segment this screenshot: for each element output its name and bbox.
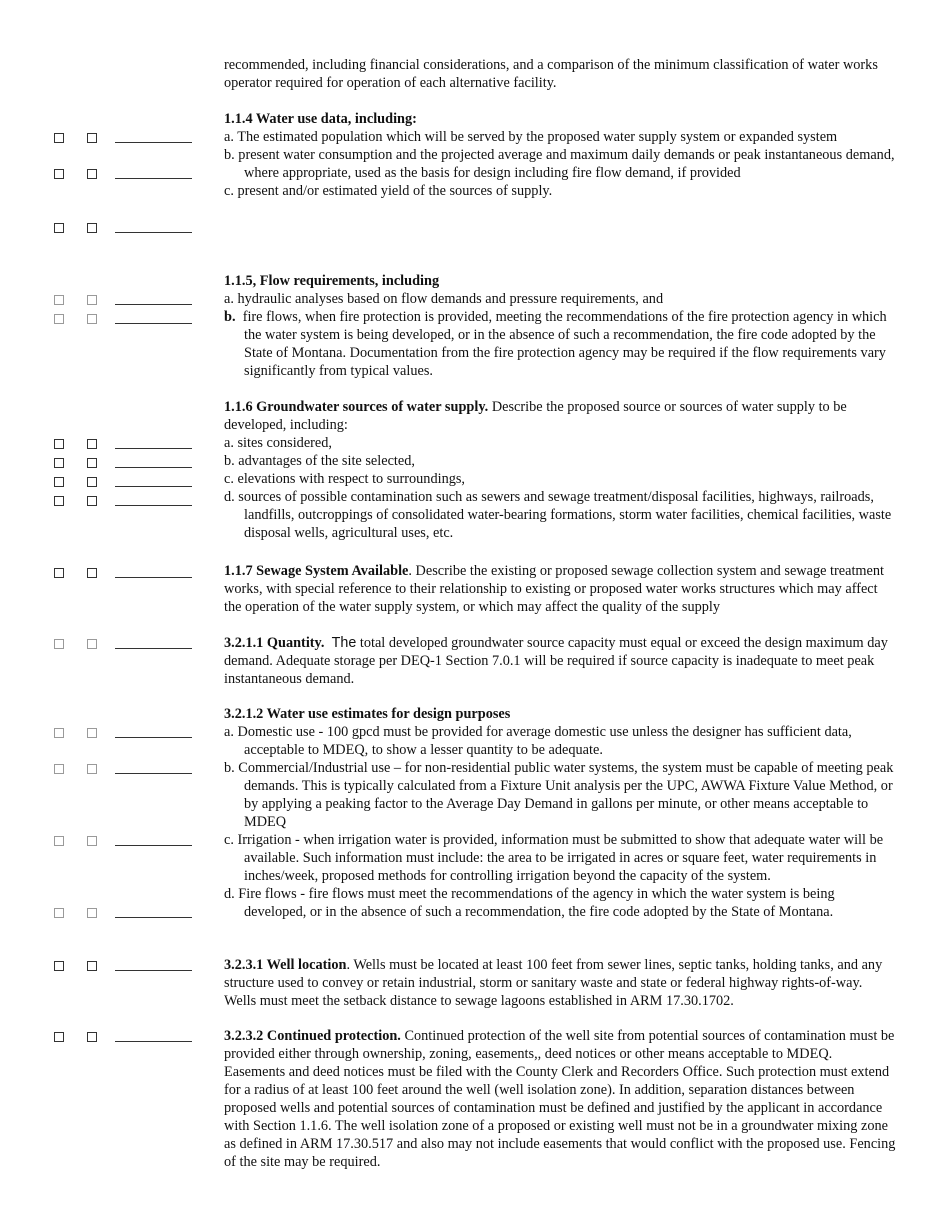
checkbox[interactable] <box>54 295 64 305</box>
checkbox[interactable] <box>87 169 97 179</box>
checkbox[interactable] <box>54 477 64 487</box>
section-heading: 3.2.1.2 Water use estimates for design purposes <box>224 706 511 722</box>
blank-line[interactable] <box>115 648 192 649</box>
list-item: c. elevations with respect to surroundings, <box>224 471 466 487</box>
checkbox[interactable] <box>87 1032 97 1042</box>
section-heading: 1.1.7 Sewage System Available <box>224 563 409 579</box>
checkbox[interactable] <box>87 836 97 846</box>
checkbox[interactable] <box>54 458 64 468</box>
list-item: c. present and/or estimated yield of the sources of supply. <box>224 183 553 199</box>
section-heading: 3.2.3.1 Well location <box>224 957 347 973</box>
blank-line[interactable] <box>115 304 192 305</box>
checkbox[interactable] <box>87 496 97 506</box>
list-item: a. hydraulic analyses based on flow demands and pressure requirements, and <box>224 291 664 307</box>
blank-line[interactable] <box>115 142 192 143</box>
checkbox[interactable] <box>54 223 64 233</box>
blank-line[interactable] <box>115 1041 192 1042</box>
checklist-row <box>54 834 194 848</box>
list-item <box>224 308 896 380</box>
checklist-row <box>54 131 194 145</box>
section-heading: 3.2.3.2 Continued protection. <box>224 1028 401 1044</box>
blank-line[interactable] <box>115 773 192 774</box>
checkbox[interactable] <box>54 314 64 324</box>
checkbox[interactable] <box>87 961 97 971</box>
checkbox[interactable] <box>54 639 64 649</box>
checkbox[interactable] <box>54 1032 64 1042</box>
intro-paragraph: recommended, including financial considerations, and a comparison of the minimum classification of water works operator required for operation of each alternative facility. <box>224 57 878 91</box>
checklist-row <box>54 637 194 651</box>
section-3-2-1-1 <box>224 634 896 688</box>
list-item: c. Irrigation - when irrigation water is provided, information must be submitted to show that adequate water will be available. Such information must include: the area to be irrigated in acres or square feet, water requirements in inches/week, proposed methods for controlling irrigation beyond the capacity of the system. <box>224 832 884 884</box>
blank-line[interactable] <box>115 448 192 449</box>
checkbox[interactable] <box>87 439 97 449</box>
list-item: a. Domestic use - 100 gpcd must be provided for average domestic use unless the designer has sufficient data, acceptable to MDEQ, to show a lesser quantity to be adequate. <box>224 724 852 758</box>
blank-line[interactable] <box>115 323 192 324</box>
section-heading: 3.2.1.1 Quantity. <box>224 635 325 651</box>
checkbox[interactable] <box>54 169 64 179</box>
checkbox[interactable] <box>87 908 97 918</box>
checkbox[interactable] <box>54 496 64 506</box>
section-heading: 1.1.5, Flow requirements, including <box>224 273 440 289</box>
checkbox[interactable] <box>87 295 97 305</box>
section-text: Continued protection of the well site from potential sources of contamination must be provided either through ownership, zoning, easements,, deed notices or other means acceptable to MDEQ. Easements and deed notices must be filed with the County Clerk and Recorders Office. Such protection must extend for a radius of at least 100 feet around the well (well isolation zone). In addition, separation distances between proposed wells and potential sources of contamination must be defined and justified by the applicant in accordance with Section 1.1.6. The well isolation zone of a proposed or existing well must not be in a groundwater mixing zone as defined in ARM 17.30.517 and also may not include easements that would conflict with the proposed use. Fencing of the site may be required. <box>224 1028 896 1170</box>
checkbox[interactable] <box>54 764 64 774</box>
checkbox[interactable] <box>54 133 64 143</box>
checkbox[interactable] <box>87 133 97 143</box>
checkbox[interactable] <box>54 439 64 449</box>
list-item: a. sites considered, <box>224 435 332 451</box>
checklist-row <box>54 293 194 307</box>
checkbox[interactable] <box>54 568 64 578</box>
section-3-2-1-2 <box>224 705 896 921</box>
blank-line[interactable] <box>115 737 192 738</box>
section-text: total developed groundwater source capacity must equal or exceed the design maximum day demand. Adequate storage per DEQ-1 Section 7.0.1 will be required if source capacity is inadequate to meet peak instantaneous demand. <box>224 635 888 687</box>
checklist-row <box>54 475 194 489</box>
blank-line[interactable] <box>115 917 192 918</box>
list-item: a. The estimated population which will be served by the proposed water supply system or expanded system <box>224 129 838 145</box>
blank-line[interactable] <box>115 845 192 846</box>
blank-line[interactable] <box>115 486 192 487</box>
checkbox[interactable] <box>54 728 64 738</box>
checkbox[interactable] <box>54 836 64 846</box>
item-label: b. <box>224 309 236 325</box>
section-heading: 1.1.4 Water use data, including: <box>224 111 417 127</box>
checkbox[interactable] <box>54 908 64 918</box>
blank-line[interactable] <box>115 970 192 971</box>
checklist-row <box>54 959 194 973</box>
list-item: b. advantages of the site selected, <box>224 453 415 469</box>
blank-line[interactable] <box>115 178 192 179</box>
section-1-1-7 <box>224 562 896 616</box>
checkbox[interactable] <box>54 961 64 971</box>
checklist-row <box>54 1030 194 1044</box>
checkbox[interactable] <box>87 477 97 487</box>
checklist-row <box>54 437 194 451</box>
checkbox[interactable] <box>87 223 97 233</box>
section-1-1-4 <box>224 110 896 200</box>
section-3-2-3-2 <box>224 1027 896 1171</box>
checkbox[interactable] <box>87 458 97 468</box>
checkbox[interactable] <box>87 639 97 649</box>
checklist-row <box>54 566 194 580</box>
section-3-2-3-1 <box>224 956 896 1010</box>
blank-line[interactable] <box>115 232 192 233</box>
section-text: . Wells must be located at least 100 feet from sewer lines, septic tanks, holding tanks, and any structure used to convey or retain industrial, storm or sanitary waste and state or federal highway rights-of-way. Wells must meet the setback distance to sewage lagoons established in ARM 17.30.1702. <box>224 957 883 1009</box>
section-text: Describe the proposed source or sources of water supply to be developed, including: <box>224 399 847 433</box>
section-text: . Describe the existing or proposed sewage collection system and sewage treatment works, with special reference to their relationship to existing or proposed water works structures which may affect the operation of the water supply system, or which may affect the quality of the supply <box>224 563 885 615</box>
checklist-row <box>54 312 194 326</box>
list-item: d. Fire flows - fire flows must meet the recommendations of the agency in which the water system is being developed, or in the absence of such a recommendation, the fire code adopted by the State of Montana. <box>224 886 835 920</box>
checklist-row <box>54 726 194 740</box>
blank-line[interactable] <box>115 577 192 578</box>
checklist-row <box>54 762 194 776</box>
section-intro <box>224 398 896 434</box>
list-item: b. present water consumption and the projected average and maximum daily demands or peak instantaneous demand, where appropriate, used as the basis for design including fire flow demand, if provided <box>224 147 895 181</box>
checkbox[interactable] <box>87 728 97 738</box>
checklist-row <box>54 494 194 508</box>
list-item: b. Commercial/Industrial use – for non-residential public water systems, the system must be capable of meeting peak demands. This is typically calculated from a Fixture Unit analysis per the UPC, AWWA Fixture Value Method, or by applying a peaking factor to the Average Day Demand in gallons per minute, or other means acceptable to MDEQ <box>224 760 894 830</box>
section-1-1-6 <box>224 398 896 542</box>
checkbox[interactable] <box>87 568 97 578</box>
section-lead: The <box>331 635 357 651</box>
section-heading: 1.1.6 Groundwater sources of water supply. <box>224 399 489 415</box>
list-item: d. sources of possible contamination such as sewers and sewage treatment/disposal facilities, highways, railroads, landfills, outcroppings of consolidated water-bearing formations, storm water facilities, chemical facilities, waste disposal wells, agricultural uses, etc. <box>224 489 892 541</box>
checklist-row <box>54 456 194 470</box>
checklist-row <box>54 167 194 181</box>
blank-line[interactable] <box>115 505 192 506</box>
section-1-1-5 <box>224 272 896 380</box>
item-text: fire flows, when fire protection is provided, meeting the recommendations of the fire protection agency in which the water system is being developed, or in the absence of such a recommendation, the fire code adopted by the State of Montana. Documentation from the fire protection agency may be required if the flow requirements vary significantly from typical values. <box>242 309 887 379</box>
checkbox[interactable] <box>87 764 97 774</box>
checklist-row <box>54 906 194 920</box>
blank-line[interactable] <box>115 467 192 468</box>
checkbox[interactable] <box>87 314 97 324</box>
checklist-row <box>54 221 194 235</box>
